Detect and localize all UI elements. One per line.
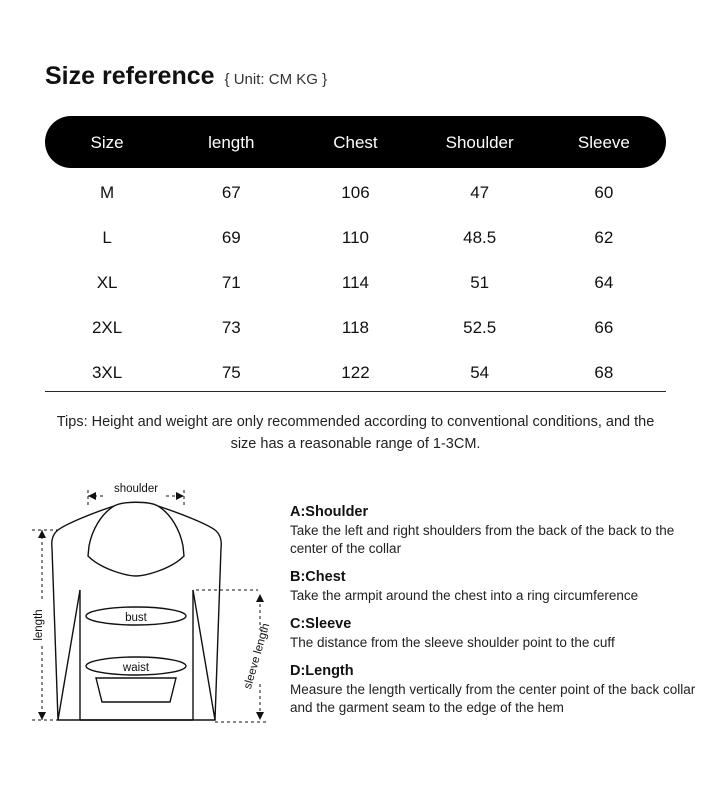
cell-sleeve: 60: [594, 182, 614, 202]
table-col-header-shoulder: Shoulder: [445, 133, 514, 152]
cell-size: 2XL: [91, 317, 123, 337]
cell-shoulder: 48.5: [463, 227, 497, 247]
table-head: [45, 116, 666, 170]
cell-length: 69: [221, 227, 241, 247]
table-row: [45, 305, 666, 350]
label-bust: bust: [125, 612, 147, 624]
cell-size: L: [102, 227, 112, 247]
cell-length: 67: [221, 182, 241, 202]
definition-title: A:Shoulder: [290, 504, 369, 520]
tips-text: Tips: Height and weight are only recommended according to conventional conditions, and the size has a reasonable range of 1-3CM.: [56, 414, 655, 452]
cell-size: 3XL: [91, 362, 123, 382]
cell-chest: 114: [341, 272, 370, 292]
cell-shoulder: 51: [470, 272, 490, 292]
page-title-text: Size reference: [45, 62, 215, 90]
cell-size: XL: [96, 272, 118, 292]
cell-sleeve: 64: [594, 272, 614, 292]
table-header-row: [45, 116, 666, 170]
label-length: length: [33, 609, 45, 641]
cell-sleeve: 66: [594, 317, 614, 337]
cell-chest: 122: [341, 362, 370, 382]
cell-sleeve: 68: [594, 362, 614, 382]
definitions-list: [290, 504, 700, 728]
size-table-container: [45, 116, 666, 395]
label-waist: waist: [122, 662, 150, 674]
cell-length: 73: [221, 317, 241, 337]
cell-shoulder: 47: [470, 182, 490, 202]
definition-text: The distance from the sleeve shoulder point to the cuff: [290, 635, 615, 650]
unit-note: { Unit: CM KG }: [224, 71, 328, 88]
cell-chest: 106: [341, 182, 370, 202]
definition-title: D:Length: [290, 663, 354, 679]
definition-item: [290, 504, 700, 558]
label-sleeve-length: sleeve length: [242, 621, 273, 691]
size-table: [45, 116, 666, 395]
cell-shoulder: 52.5: [463, 317, 497, 337]
cell-chest: 110: [341, 227, 370, 247]
definition-title: B:Chest: [290, 569, 346, 585]
cell-sleeve: 62: [594, 227, 614, 247]
page-title: [45, 62, 327, 91]
cell-shoulder: 54: [470, 362, 490, 382]
measurement-guide: [0, 470, 711, 760]
cell-length: 71: [221, 272, 241, 292]
hoodie-diagram: [18, 470, 288, 755]
table-row: [45, 170, 666, 215]
cell-size: M: [100, 182, 115, 202]
definition-text: Take the left and right shoulders from the back of the back to the center of the collar: [290, 523, 675, 556]
definition-text: Take the armpit around the chest into a ring circumference: [290, 588, 639, 603]
definition-item: [290, 663, 700, 717]
definition-item: [290, 569, 700, 605]
table-col-header-length: length: [208, 133, 255, 152]
table-row: [45, 260, 666, 305]
table-col-header-sleeve: Sleeve: [577, 133, 630, 152]
table-row: [45, 215, 666, 260]
table-col-header-size: Size: [90, 133, 124, 152]
definition-item: [290, 616, 700, 652]
table-body: [45, 170, 666, 395]
definition-text: Measure the length vertically from the center point of the back collar and the garment seam to the edge of the hem: [290, 682, 696, 715]
cell-length: 75: [221, 362, 241, 382]
table-row: [45, 350, 666, 395]
label-shoulder: shoulder: [113, 483, 159, 495]
definition-title: C:Sleeve: [290, 616, 352, 632]
table-col-header-chest: Chest: [333, 133, 378, 152]
cell-chest: 118: [341, 317, 370, 337]
